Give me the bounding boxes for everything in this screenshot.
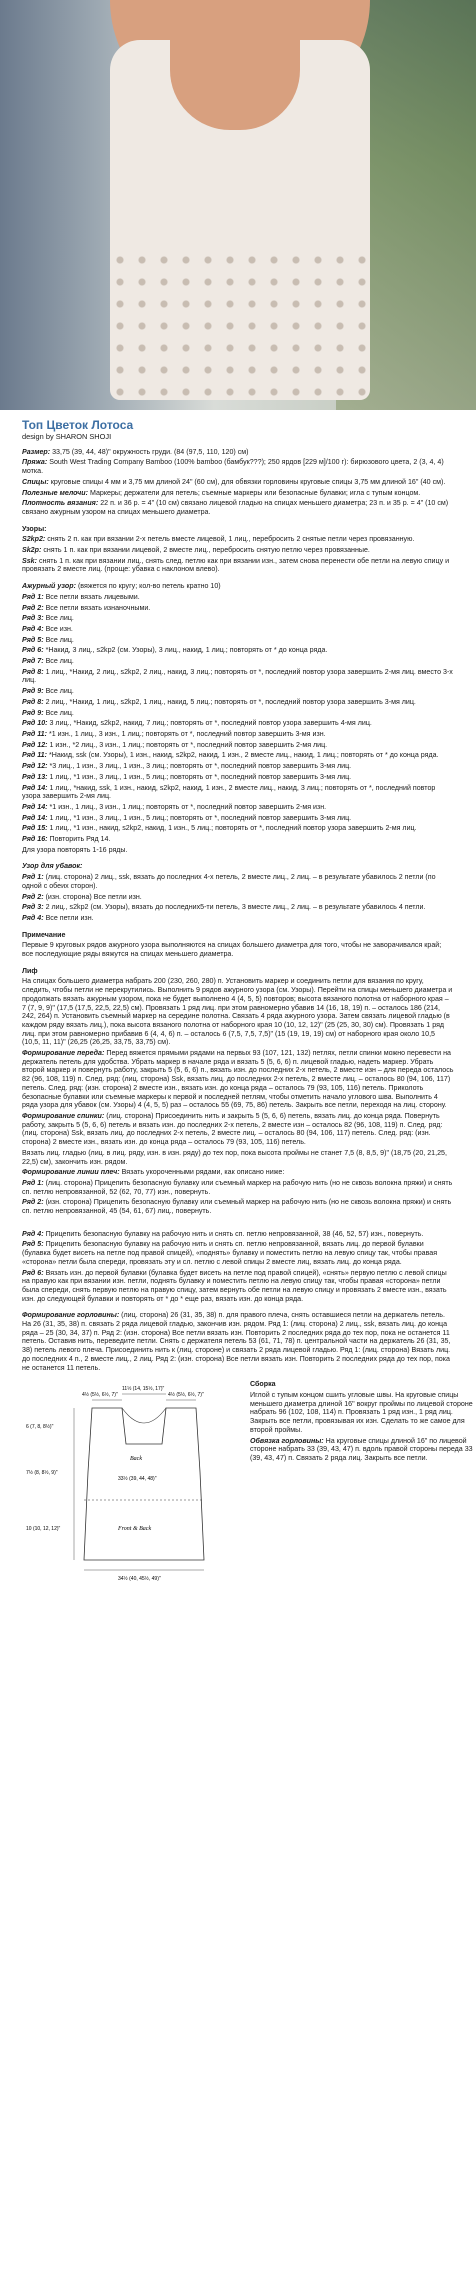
item-label: Ряд 10: bbox=[22, 719, 48, 728]
ubavok-title: Узор для убавок: bbox=[22, 862, 83, 871]
item-label: Ряд 11: bbox=[22, 729, 47, 738]
list-item bbox=[22, 751, 454, 760]
ajur-rows bbox=[22, 593, 454, 844]
uzory-title: Узоры: bbox=[22, 524, 47, 533]
item-text: 1 лиц., *1 изн., 3 лиц., 1 изн., 5 лиц.; повторять от *, последний повтор завершить 3-мя лиц. bbox=[49, 813, 352, 822]
obvyazka-title: Обвязка горловины: bbox=[250, 1436, 324, 1445]
item-label: Ряд 1: bbox=[22, 1178, 44, 1187]
item-text: (лиц. сторона) Прицепить безопасную булавку или съемный маркер на рабочую нить (но не сквозь волокна пряжи) и снять сп. петлю непровязанной, 52 (62, 70, 77) изн., повернуть. bbox=[22, 1178, 453, 1196]
item-label: Ряд 8: bbox=[22, 697, 44, 706]
item-label: Ряд 1: bbox=[22, 873, 44, 882]
item-label: Ряд 11: bbox=[22, 751, 47, 760]
item-text: Вязать изн. до первой булавки (булавка будет висеть на петле под правой спицей), «снять» первую петлю с левой спицы на правую как при вязании изн. петли, поднять булавку и поместить петлю на левую спицу так, чтобы правая «сторона» петли была спереди, снять первую петлю на правую спицу, затем вернуть обе петли на левую спицу и провязать 2 вместе изн., вязать изн. до следующей булавки и повторять от * до * еще раз, вязать изн. до конца ряда. bbox=[22, 1268, 447, 1303]
list-item bbox=[22, 719, 454, 728]
ubavok-rows bbox=[22, 873, 454, 923]
dim-label: 34½ (40, 45½, 49)" bbox=[118, 1576, 161, 1583]
pered-text: Перед вяжется прямыми рядами на первых 93 (107, 121, 132) петлях, петли спинки можно перевести на держатель петель для удобства. Убрать маркер в начале ряда и вязать 5 (5, 6, 6) п. лицевой гладью, надеть маркер. Убрать второй маркер и повернуть работу, закрыть 5 (5, 6, 6) п., вязать изн. до последних 2-х петель, 2 вместе изн – для переда осталось 82 (96, 108, 119) п. След. ряд: (лиц. сторона) Ssk, вязать лиц. до последних 2-х петель, 2 вместе лиц. – осталось 80 (94, 106, 117) петель. След. ряд: (изн. сторона) 2 вместе изн., вязать изн. до конца ряда – осталось 79 (93, 105, 116) петель. Приколоть безопасные булавки или съемные маркеры к первой и последней петлям, чтобы отметить начало углового шва. Выполнить 4 ряда узора для убавок (см. Узоры) 4 (4, 5, 5) раз – осталось 55 (69, 75, 86) петель. Закрыть все петли, переходя на лиц. сторону. bbox=[22, 1049, 454, 1110]
list-item bbox=[22, 803, 454, 812]
item-label: Ряд 1: bbox=[22, 592, 44, 601]
dim-label: 4½ (5½, 6½, 7)" bbox=[82, 1392, 118, 1399]
gorlo-text: (лиц. сторона) 26 (31, 35, 38) п. для правого плеча, снять оставшиеся петли на держатель петель. На 26 (31, 35, 38) п. связать 2 ряда лицевой гладью, закончив изн. рядом. Ряд 1: (лиц. сторона) 2 лиц., ssk, вязать лиц. до конца ряда – 25 (30, 34, 37) п. Ряд 2: (изн. сторона) Все петли вязать изн. Повторить 2 последних ряда до тех пор, пока не останется 11 петель. Оставив нить, переведите петли. Снять с держателя петель 53 (61, 71, 78) п. центральной части на держатель 26 (31, 35, 38) петель левого плеча. Присоединить нить к (лиц. стороне) и связать 2 ряда лицевой гладью. Ряд 1: (лиц. сторона) Вязать лиц. до последних 4 п., 2 вместе лиц., 2 лиц. Ряд 2: (изн. сторона) Все петли вязать изн. Повторить 2 последних ряда до тех пор, пока не останется 11 петель. bbox=[22, 1311, 451, 1372]
list-item bbox=[22, 604, 454, 613]
list-item bbox=[22, 636, 454, 645]
lace-pattern bbox=[110, 250, 370, 400]
item-label: Ряд 14: bbox=[22, 813, 48, 822]
item-text: Маркеры; держатели для петель; съемные маркеры или безопасные булавки; игла с тупым концом. bbox=[89, 488, 421, 497]
list-item bbox=[22, 625, 454, 634]
list-item bbox=[22, 458, 454, 475]
item-text: снять 1 п. как при вязании лиц., снять след. петлю как при вязании изн., затем снова перенести обе петли на левую спицу и провязать 2 вместе лиц. (проще: убавка с наклоном влево). bbox=[22, 556, 450, 574]
sborka-text: Иглой с тупым концом сшить угловые швы. На круговые спицы меньшего диаметра длиной 16" вокруг проймы по лицевой стороне набрать 96 (102, 108, 114) п. Провязать 1 ряд изн., 1 ряд лиц. Закрыть все петли, провязывая их изн. Сделать то же самое для второй проймы. bbox=[250, 1390, 473, 1434]
item-label: Ряд 13: bbox=[22, 772, 48, 781]
item-text: 33,75 (39, 44, 48)" окружность груди. (84 (97,5, 110, 120) см) bbox=[52, 447, 249, 456]
schematic-section bbox=[22, 1380, 473, 1590]
item-text: 1 лиц., *Накид, 2 лиц., s2kp2, 2 лиц., накид, 3 лиц.; повторять от *, последний повтор узора завершить 2-мя лиц. вместо 3-х лиц. bbox=[22, 667, 453, 685]
item-label: Ряд 16: bbox=[22, 835, 48, 844]
list-item bbox=[22, 499, 454, 516]
item-label: Спицы: bbox=[22, 477, 49, 486]
item-text: Повторить Ряд 14. bbox=[49, 835, 111, 844]
item-label: Размер: bbox=[22, 447, 51, 456]
item-text: (изн. сторона) Прицепить безопасную булавку или съемный маркер на рабочую нить (но не сквозь волокна пряжи) и снять сп. петлю непровязанной, 45 (54, 61, 67) лиц., повернуть. bbox=[22, 1198, 452, 1216]
continued-rows bbox=[22, 1230, 454, 1304]
item-label: Ряд 12: bbox=[22, 740, 48, 749]
list-item bbox=[22, 646, 454, 655]
item-label: S2kp2: bbox=[22, 535, 46, 544]
item-text: Все петли вязать изнаночными. bbox=[45, 603, 151, 612]
front-back-outline bbox=[84, 1408, 204, 1560]
liniya-title: Формирование линии плеч: bbox=[22, 1168, 120, 1177]
item-text: 3 лиц., *Накид, s2kp2, накид, 7 лиц.; повторять от *, последний повтор узора завершить 4-мя лиц. bbox=[49, 719, 372, 728]
list-item bbox=[22, 657, 454, 666]
item-label: Ряд 9: bbox=[22, 687, 44, 696]
spinka-text2: Вязать лиц. гладью (лиц. в лиц. ряду, изн. в изн. ряду) до тех пор, пока высота проймы не станет 7,5 (8, 8,5, 9)" (18,75 (20, 21,25, 22,5) см), закончить изн. рядом. bbox=[22, 1148, 447, 1166]
list-item bbox=[22, 773, 454, 782]
item-label: Ряд 6: bbox=[22, 646, 44, 655]
list-item bbox=[22, 741, 454, 750]
photo-of-lotus-top bbox=[0, 0, 476, 410]
item-text: Прицепить безопасную булавку на рабочую нить и снять сп. петлю непровязанной, вязать лиц. до первой булавки (булавка будет висеть на петле под правой спицей), «поднять» булавку и поместить петлю на левую спицу так, чтобы правая «сторона» петли была спереди, провязать эту и сл. петлю с левой спицы 2 вместе лиц, вязать лиц. до конца ряда. bbox=[22, 1240, 438, 1266]
item-label: Ряд 4: bbox=[22, 1229, 44, 1238]
item-label: Ряд 3: bbox=[22, 903, 44, 912]
item-text: 1 лиц., *1 изн., 3 лиц., 1 изн., 5 лиц.; повторять от *, последний повтор завершить 3-мя лиц. bbox=[49, 772, 352, 781]
list-item bbox=[22, 893, 454, 902]
item-text: снять 1 п. как при вязании лицевой, 2 вместе лиц., перебросить снятую петлю через провязанные. bbox=[43, 546, 370, 555]
spinka-title: Формирование спинки: bbox=[22, 1112, 105, 1120]
item-label: Ряд 9: bbox=[22, 708, 44, 717]
list-item bbox=[22, 1179, 454, 1196]
item-label: Ряд 3: bbox=[22, 614, 44, 623]
dim-label: 4½ (5½, 6½, 7)" bbox=[168, 1392, 204, 1399]
item-label: Ряд 7: bbox=[22, 657, 44, 666]
item-text: круговые спицы 4 мм и 3,75 мм длиной 24" (60 см), для обвязки горловины круговые спицы 3,75 мм длиной 16" (40 см). bbox=[50, 477, 446, 486]
item-label: Ряд 4: bbox=[22, 913, 44, 922]
list-item bbox=[22, 668, 454, 685]
sborka-title: Сборка bbox=[250, 1380, 276, 1389]
item-label: Ряд 5: bbox=[22, 1240, 44, 1249]
liniya-text: Вязать укороченными рядами, как описано ниже: bbox=[121, 1168, 285, 1177]
pattern-text bbox=[0, 410, 476, 1590]
list-item bbox=[22, 535, 454, 544]
item-text: Все петли вязать лицевыми. bbox=[45, 592, 140, 601]
dim-label: 6 (7, 8, 8½)" bbox=[26, 1424, 54, 1431]
item-text: снять 2 п. как при вязании 2-х петель вместе лицевой, 1 лиц., перебросить 2 снятые петли через провязанную. bbox=[47, 535, 415, 544]
assembly-column bbox=[250, 1380, 476, 1464]
pered-title: Формирование переда: bbox=[22, 1049, 105, 1058]
list-item bbox=[22, 784, 454, 801]
designer-credit: design by SHARON SHOJI bbox=[22, 432, 112, 441]
item-text: Все петли изн. bbox=[45, 913, 94, 922]
list-item bbox=[22, 557, 454, 574]
dimension-lines bbox=[74, 1394, 204, 1570]
item-text: Все лиц. bbox=[45, 614, 74, 623]
neck-curve bbox=[122, 1408, 166, 1423]
obvyazka-text: На круговые спицы длиной 16" по лицевой стороне набрать 33 (39, 43, 47) п. вдоль правой стороны переда 33 (39, 43, 47) п. Связать 2 ряда лиц. Закрыть все петли. bbox=[250, 1436, 473, 1462]
item-label: Ряд 2: bbox=[22, 1198, 44, 1207]
list-item bbox=[22, 914, 454, 923]
item-label: Ряд 2: bbox=[22, 603, 44, 612]
spinka-text: (лиц. сторона) Присоединить нить и закрыть 5 (5, 6, 6) петель, вязать лиц. до конца ряда. Повернуть работу, закрыть 5 (5, 6, 6) петель и вязать изн. до последних 2-х петель, 2 вместе изн – осталось 82 (96, 108, 119) п. След. ряд: (лиц. сторона) Ssk, вязать лиц. до последних 2-х петель, 2 вместе лиц. – осталось 80 (94, 106, 117) петель. След. ряд: (изн. сторона) 2 вместе изн., вязать изн. до конца ряда – осталось 79 (93, 105, 116) петель. bbox=[22, 1112, 443, 1147]
list-item bbox=[22, 835, 454, 844]
item-text: 2 лиц., s2kp2 (см. Узоры), вязать до последних5-ти петель, 3 вместе лиц., 2 лиц. – в результате убавилось 4 петли. bbox=[45, 903, 426, 912]
dim-label: 33½ (39, 44, 48)" bbox=[118, 1476, 157, 1483]
primech-text: Первые 9 круговых рядов ажурного узора выполняются на спицах большего диаметра для того, чтобы не заворачивался край; все последующие ряды вяжутся на спицах меньшего диаметра. bbox=[22, 941, 442, 959]
item-label: Sk2p: bbox=[22, 546, 42, 555]
page-title: Топ Цветок Лотоса bbox=[22, 418, 134, 432]
list-item bbox=[22, 593, 454, 602]
item-label: Ряд 14: bbox=[22, 802, 48, 811]
item-text: (лиц. сторона) 2 лиц., ssk, вязать до последних 4-х петель, 2 вместе лиц., 2 лиц. – в результате убавилось 2 петли (по одной с обеих сторон). bbox=[22, 873, 436, 890]
item-label: Ряд 2: bbox=[22, 892, 44, 901]
dim-label: 11½ (14, 15½, 17)" bbox=[122, 1386, 165, 1393]
item-text: Прицепить безопасную булавку на рабочую нить и снять сп. петлю непровязанной, 38 (46, 52, 57) изн., повернуть. bbox=[45, 1229, 424, 1238]
item-label: Ряд 4: bbox=[22, 624, 44, 633]
item-text: *Накид, ssk (см. Узоры), 1 изн., накид, s2kp2, накид, 1 изн., 2 вместе лиц., накид, 1 лиц.; повторять от * до конца ряда. bbox=[48, 751, 439, 760]
item-text: 1 лиц., *накид, ssk, 1 изн., накид, s2kp2, накид, 1 изн., 2 вместе лиц., накид, 3 лиц.; повторять от *, последний повтор узора завершить 2-мя лиц. bbox=[22, 783, 436, 801]
item-text: *3 лиц., 1 изн., 3 лиц., 1 изн., 3 лиц.; повторять от *, последний повтор завершить 3-мя лиц. bbox=[49, 762, 352, 771]
item-text: *Накид, 3 лиц., s2kp2 (см. Узоры), 3 лиц., накид, 1 лиц.; повторять от * до конца ряда. bbox=[45, 646, 328, 655]
uzory-list bbox=[22, 535, 454, 574]
item-text: *1 изн., 1 лиц., 3 изн., 1 лиц.; повторять от *, последний повтор завершить 3-мя изн. bbox=[48, 729, 326, 738]
list-item bbox=[22, 814, 454, 823]
dim-label: 7½ (8, 8½, 9)" bbox=[26, 1470, 58, 1477]
item-text: South West Trading Company Bamboo (100% bamboo (бамбук???); 250 ярдов [229 м]/100 г): бирюзового цвета, 2 (3, 4, 4) мотка. bbox=[22, 458, 444, 476]
list-item bbox=[22, 698, 454, 707]
item-text: 2 лиц., *Накид, 1 лиц., s2kp2, 1 лиц., накид, 5 лиц.; повторять от *, последний повтор узора завершить 3-мя лиц. bbox=[45, 697, 416, 706]
item-label: Ряд 15: bbox=[22, 824, 48, 833]
specs-section bbox=[22, 448, 454, 517]
item-text: Все лиц. bbox=[45, 635, 74, 644]
list-item bbox=[22, 903, 454, 912]
list-item bbox=[22, 478, 454, 487]
list-item bbox=[22, 709, 454, 718]
list-item bbox=[22, 448, 454, 457]
item-text: 22 п. и 36 р. = 4" (10 см) связано лицевой гладью на спицах меньшего диаметра; 23 п. и 35 р. = 4" (10 см) связано ажурным узором на спицах меньшего диаметра. bbox=[22, 499, 449, 516]
item-text: Все лиц. bbox=[45, 708, 74, 717]
list-item bbox=[22, 1230, 454, 1239]
item-text: (изн. сторона) Все петли изн. bbox=[45, 892, 142, 901]
item-text: 1 лиц., *1 изн., накид, s2kp2, накид, 1 изн., 5 лиц.; повторять от *, последний повтор узора завершить 2-мя лиц. bbox=[49, 824, 417, 833]
item-text: *1 изн., 1 лиц., 3 изн., 1 лиц.; повторять от *, последний повтор завершить 2-мя изн. bbox=[49, 802, 327, 811]
front-back-label: Front & Back bbox=[118, 1526, 152, 1533]
list-item bbox=[22, 824, 454, 833]
item-text: 1 изн., *2 лиц., 3 изн., 1 лиц.; повторять от *, последний повтор завершить 2-мя лиц. bbox=[49, 740, 328, 749]
list-item bbox=[22, 687, 454, 696]
lif-title: Лиф bbox=[22, 966, 38, 975]
item-text: Все лиц. bbox=[45, 687, 74, 696]
list-item bbox=[22, 730, 454, 739]
ajur-title: Ажурный узор: bbox=[22, 582, 76, 591]
list-item bbox=[22, 1198, 454, 1215]
list-item bbox=[22, 873, 454, 890]
item-label: Пряжа: bbox=[22, 458, 48, 467]
ajur-note: (вяжется по кругу; кол-во петель кратно 10) bbox=[77, 582, 221, 591]
back-label: Back bbox=[130, 1456, 142, 1463]
item-label: Ряд 14: bbox=[22, 783, 48, 792]
item-text: Все изн. bbox=[45, 624, 73, 633]
list-item bbox=[22, 1269, 454, 1304]
lif-text: На спицах большего диаметра набрать 200 (230, 260, 280) п. Установить маркер и соединить петли для вязания по кругу, следить, чтобы петли не перекрутились. Выполнить 9 рядов ажурного узора (см. Узоры). Перейти на спицы меньшего диаметра и продолжать вязать ажурным узором, пока не будет выполнено 4 (4, 5, 5) повторов; высота вязаного полотна от наборного края – 7 (7, 9, 9)" (17,5 (17,5, 22,5, 22,5) см). Провязать 1 ряд лиц. при этом равномерно убавив 14 (16, 18, 19) п. – осталось 186 (214, 242, 264) п. Установить съемный маркер на середине полотна. Связать 4 ряда ажурного узора. Затем связать лицевой гладью (в каждом ряду вязать лиц.), пока высота вязаного полотна от наборного края 10 (10, 12, 12)" (25 (25, 30, 30) см). Провязать 1 ряд лиц. при этом равномерно прибавив 6 (4, 4, 6) п. – осталось 6 (7,5, 7,5, 7,5)" (15 (19, 19, 19) см) от наборного края около 10,5 (10,5, 11, 11)" (26,25 (26,25, 33,75, 33,75) см). bbox=[22, 977, 453, 1047]
liniya-rows bbox=[22, 1179, 454, 1216]
item-label: Ряд 12: bbox=[22, 762, 48, 771]
item-text: Все лиц. bbox=[45, 657, 74, 666]
list-item bbox=[22, 546, 454, 555]
list-item bbox=[22, 1240, 454, 1266]
ajur-repeat: Для узора повторять 1-16 ряды. bbox=[22, 845, 128, 854]
list-item bbox=[22, 762, 454, 771]
item-label: Полезные мелочи: bbox=[22, 488, 88, 497]
schematic-diagram bbox=[22, 1380, 242, 1590]
list-item bbox=[22, 489, 454, 498]
item-label: Ssk: bbox=[22, 556, 37, 565]
list-item bbox=[22, 614, 454, 623]
gorlo-title: Формирование горловины: bbox=[22, 1311, 120, 1320]
item-label: Ряд 5: bbox=[22, 635, 44, 644]
item-label: Плотность вязания: bbox=[22, 499, 99, 508]
item-label: Ряд 6: bbox=[22, 1268, 44, 1277]
dim-label: 10 (10, 12, 12)" bbox=[26, 1526, 61, 1533]
item-label: Ряд 8: bbox=[22, 667, 44, 676]
primech-title: Примечание bbox=[22, 930, 66, 939]
